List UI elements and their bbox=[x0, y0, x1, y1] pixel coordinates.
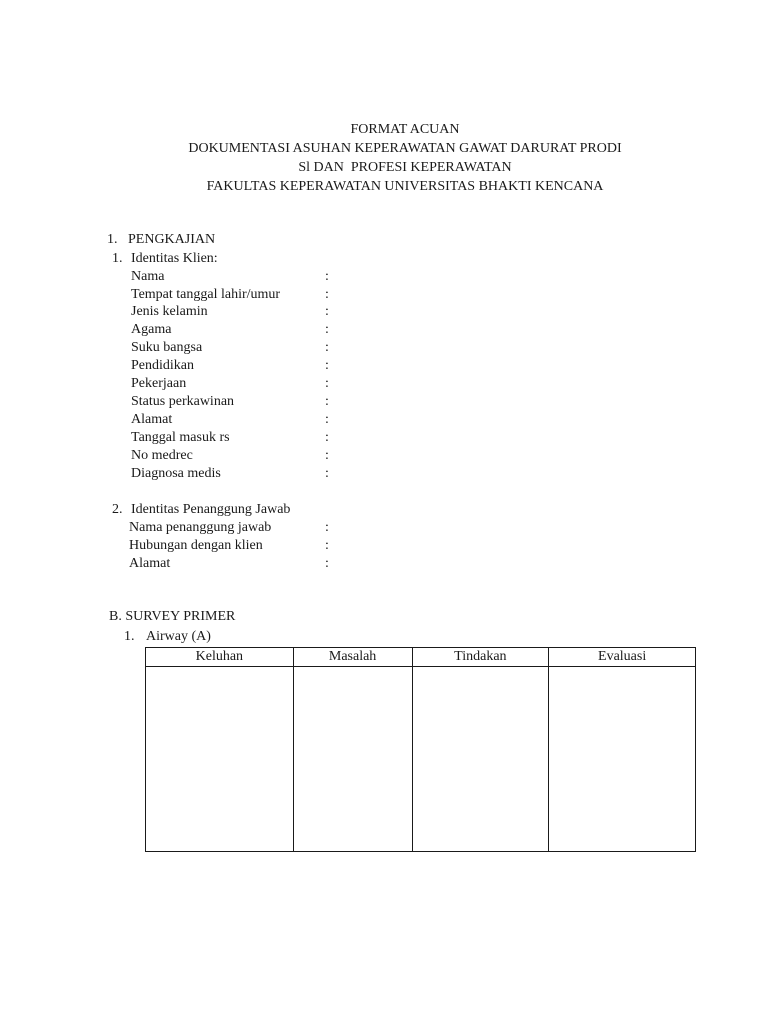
header-line-2: DOKUMENTASI ASUHAN KEPERAWATAN GAWAT DARURAT PRODI bbox=[188, 141, 622, 156]
field-colon-agama: : bbox=[325, 322, 329, 337]
cell-tindakan[interactable] bbox=[412, 667, 549, 852]
field-colon-hubungan: : bbox=[325, 538, 329, 553]
header-line-3: Sl DAN PROFESI KEPERAWATAN bbox=[298, 160, 512, 175]
field-label-nama-penanggung: Nama penanggung jawab bbox=[129, 520, 272, 535]
header-evaluasi: Evaluasi bbox=[549, 648, 696, 667]
cell-masalah[interactable] bbox=[293, 667, 412, 852]
field-label-alamat-penanggung: Alamat bbox=[129, 556, 171, 571]
field-label-status-perkawinan: Status perkawinan bbox=[131, 394, 235, 409]
airway-table bbox=[145, 647, 696, 852]
field-label-diagnosa-medis: Diagnosa medis bbox=[131, 466, 221, 481]
field-colon-nama: : bbox=[325, 269, 329, 284]
field-label-pekerjaan: Pekerjaan bbox=[131, 376, 187, 391]
field-colon-tempat-tanggal-lahir: : bbox=[325, 287, 329, 302]
field-label-jenis-kelamin: Jenis kelamin bbox=[131, 304, 208, 319]
field-colon-alamat-penanggung: : bbox=[325, 556, 329, 571]
field-colon-status-perkawinan: : bbox=[325, 394, 329, 409]
header-masalah: Masalah bbox=[293, 648, 412, 667]
field-colon-nama-penanggung: : bbox=[325, 520, 329, 535]
field-label-no-medrec: No medrec bbox=[131, 448, 193, 463]
field-colon-no-medrec: : bbox=[325, 448, 329, 463]
section-1-title: PENGKAJIAN bbox=[128, 232, 216, 247]
survey-primer-title: B. SURVEY PRIMER bbox=[109, 609, 236, 624]
header-keluhan: Keluhan bbox=[146, 648, 294, 667]
document-header bbox=[0, 120, 768, 196]
field-label-agama: Agama bbox=[131, 322, 172, 337]
field-label-pendidikan: Pendidikan bbox=[131, 358, 194, 373]
field-colon-jenis-kelamin: : bbox=[325, 304, 329, 319]
identitas-klien-number: 1. bbox=[112, 251, 123, 266]
header-line-4: FAKULTAS KEPERAWATAN UNIVERSITAS BHAKTI KENCANA bbox=[206, 179, 604, 194]
airway-table-body-row bbox=[146, 667, 696, 852]
header-line-1: FORMAT ACUAN bbox=[350, 122, 460, 137]
cell-keluhan[interactable] bbox=[146, 667, 294, 852]
field-label-tanggal-masuk: Tanggal masuk rs bbox=[131, 430, 230, 445]
field-colon-suku-bangsa: : bbox=[325, 340, 329, 355]
field-colon-pendidikan: : bbox=[325, 358, 329, 373]
airway-number: 1. bbox=[124, 629, 135, 644]
identitas-penanggung-title: Identitas Penanggung Jawab bbox=[131, 502, 291, 517]
field-colon-tanggal-masuk: : bbox=[325, 430, 329, 445]
field-colon-alamat: : bbox=[325, 412, 329, 427]
field-label-nama: Nama bbox=[131, 269, 165, 284]
cell-evaluasi[interactable] bbox=[549, 667, 696, 852]
field-colon-pekerjaan: : bbox=[325, 376, 329, 391]
field-label-suku-bangsa: Suku bangsa bbox=[131, 340, 203, 355]
header-tindakan: Tindakan bbox=[412, 648, 549, 667]
section-1-number: 1. bbox=[107, 232, 118, 247]
airway-title: Airway (A) bbox=[146, 629, 211, 644]
field-label-tempat-tanggal-lahir: Tempat tanggal lahir/umur bbox=[131, 287, 281, 302]
identitas-penanggung-number: 2. bbox=[112, 502, 123, 517]
field-colon-diagnosa-medis: : bbox=[325, 466, 329, 481]
field-label-hubungan: Hubungan dengan klien bbox=[129, 538, 263, 553]
airway-table-header-row bbox=[146, 648, 696, 667]
field-label-alamat: Alamat bbox=[131, 412, 173, 427]
identitas-klien-title: Identitas Klien: bbox=[131, 251, 218, 266]
